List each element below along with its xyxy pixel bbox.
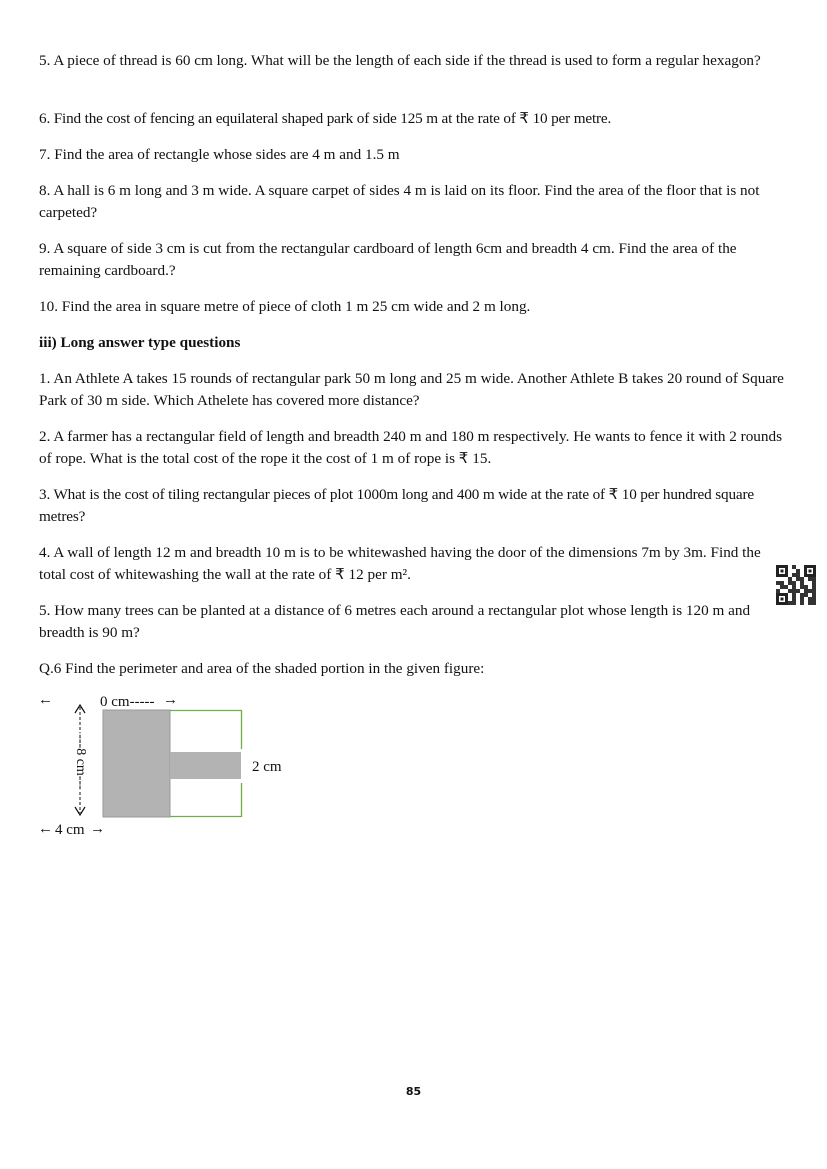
long-question-2: 2. A farmer has a rectangular field of length and breadth 240 m and 180 m respectively. He wants to fence it with 2 rounds of rope. What is the total cost of the rope it the cost of 1 m of rope is ₹ 15.: [39, 428, 782, 467]
shaded-rectangle: [103, 710, 170, 817]
shaded-strip: [170, 752, 241, 779]
question-7: 7. Find the area of rectangle whose sides are 4 m and 1.5 m: [39, 146, 400, 163]
long-question-3: 3. What is the cost of tiling rectangular pieces of plot 1000m long and 400 m wide at the rate of ₹ 10 per hundred square metres?: [39, 486, 754, 525]
outline-right: [170, 711, 242, 817]
question-10: 10. Find the area in square metre of piece of cloth 1 m 25 cm wide and 2 m long.: [39, 298, 531, 315]
arrow-down-icon: [75, 807, 85, 815]
arrow-right-icon: →: [90, 821, 105, 837]
qr-code-icon: [776, 565, 816, 605]
arrow-right-icon: →: [163, 692, 178, 708]
question-6: 6. Find the cost of fencing an equilateral shaped park of side 125 m at the rate of ₹ 10 per metre.: [39, 110, 612, 127]
question-8: 8. A hall is 6 m long and 3 m wide. A square carpet of sides 4 m is laid on its floor. Find the area of the floor that is not carpeted?: [39, 182, 760, 221]
long-question-6: Q.6 Find the perimeter and area of the shaded portion in the given figure:: [39, 660, 485, 677]
section-heading: iii) Long answer type questions: [39, 334, 241, 351]
page-number: 85: [405, 1085, 422, 1098]
strip-dimension-label: 2 cm: [252, 759, 282, 775]
question-5: 5. A piece of thread is 60 cm long. What will be the length of each side if the thread is used to form a regular hexagon?: [39, 52, 761, 69]
long-question-5: 5. How many trees can be planted at a distance of 6 metres each around a rectangular plot whose length is 120 m and breadth is 90 m?: [39, 602, 751, 641]
question-9: 9. A square of side 3 cm is cut from the rectangular cardboard of length 6cm and breadth 4 cm. Find the area of the remaining cardboard.?: [39, 240, 737, 279]
long-question-1: 1. An Athlete A takes 15 rounds of rectangular park 50 m long and 25 m wide. Another Athlete B takes 20 round of Square Park of 30 m side. Which Athelete has covered more distance?: [39, 370, 784, 409]
top-dimension-label: 0 cm-----: [100, 694, 155, 710]
arrow-left-icon: ←: [38, 692, 53, 708]
arrow-left-icon: ←: [38, 821, 53, 837]
arrow-up-icon: [75, 705, 85, 713]
bottom-dimension-label: 4 cm: [55, 822, 85, 838]
long-question-4: 4. A wall of length 12 m and breadth 10 m is to be whitewashed having the door of the dimensions 7m by 3m. Find the total cost of whitewashing the wall at the rate of ₹ 12 per m².: [39, 544, 761, 583]
height-dimension-label: ---8 cm---: [73, 734, 88, 790]
